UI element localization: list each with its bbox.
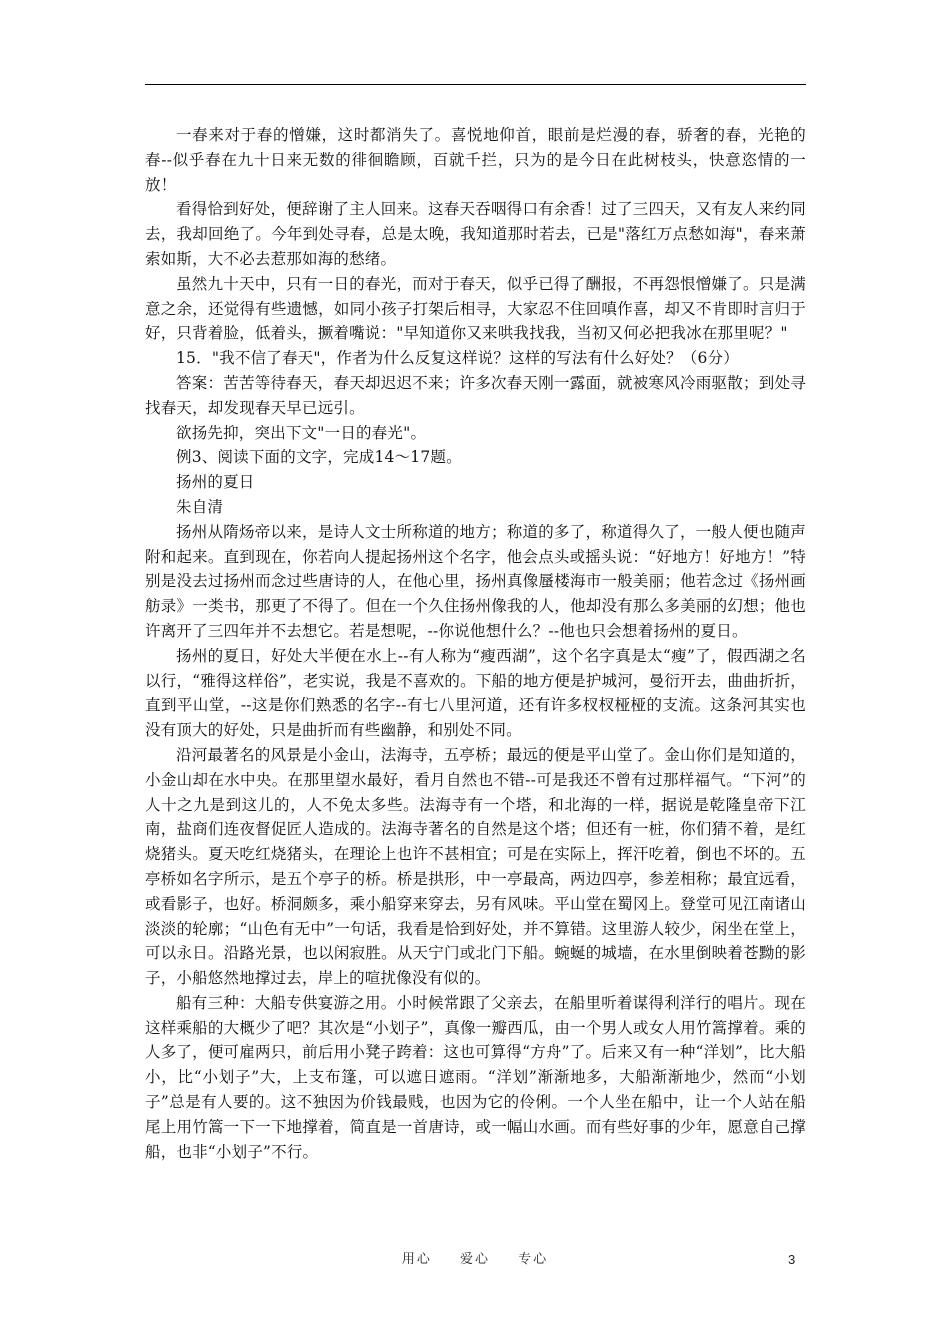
page-footer xyxy=(0,1250,950,1270)
paragraph-yangzhou-scenery: 沿河最著名的风景是小金山，法海寺，五亭桥；最远的便是平山堂了。金山你们是知道的，小金山却在水中央。在那里望水最好，看月自然也不错--可是我还不曾有过那样福气。“下河”的人十之九是到这儿的，人不免太多些。法海寺有一个塔，和北海的一样，据说是乾隆皇帝下江南，盐商们连夜督促匠人造成的。法海寺著名的自然是这个塔；但还有一桩，你们猜不着，是红烧猪头。夏天吃红烧猪头，在理论上也许不甚相宜；可是在实际上，挥汗吃着，倒也不坏的。五亭桥如名字所示，是五个亭子的桥。桥是拱形，中一亭最高，两边四亭，参差相称；最宜远看，或看影子，也好。桥洞颇多，乘小船穿来穿去，另有风味。平山堂在蜀冈上。登堂可见江南诸山淡淡的轮廓；“山色有无中”一句话，我看是恰到好处，并不算错。这里游人较少，闲坐在堂上，可以永日。沿路光景，也以闲寂胜。从天宁门或北门下船。蜿蜒的城墙，在水里倒映着苍黝的影子，小船悠然地撑过去，岸上的喧扰像没有似的。 xyxy=(145,745,806,988)
footer-motto: 用心 爱心 专心 xyxy=(401,1252,549,1267)
answer-15-technique: 欲扬先抑，突出下文"一日的春光"。 xyxy=(176,423,427,442)
question-15: 15．"我不信了春天"，作者为什么反复这样说？这样的写法有什么好处？（6分） xyxy=(176,349,739,368)
article-title: 扬州的夏日 xyxy=(176,473,255,492)
article-author: 朱自清 xyxy=(176,497,224,516)
header-rule xyxy=(145,84,806,85)
paragraph-spring-return: 看得恰到好处，便辞谢了主人回来。这春天吞咽得口有余香！过了三四天，又有友人来约同去，我却回绝了。今年到处寻春，总是太晚，我知道那时若去，已是"落红万点愁如海"，春来萧索如斯，大不必去惹那如海的愁绪。 xyxy=(145,200,806,268)
paragraph-spring-joy: 一春来对于春的憎嫌，这时都消失了。喜悦地仰首，眼前是烂漫的春，骄奢的春，光艳的春--似乎春在九十日来无数的徘徊瞻顾，百就千拦，只为的是今日在此树枝头，快意恣情的一放！ xyxy=(145,126,806,194)
paragraph-spring-regret: 虽然九十天中，只有一日的春光，而对于春天，似乎已得了酬报，不再怨恨憎嫌了。只是满意之余，还觉得有些遗憾，如同小孩子打架后相寻，大家忍不住回嗔作喜，却又不肯即时言归于好，只背着脸，低着头，撅着嘴说："早知道你又来哄我找我，当初又何必把我冰在那里呢？" xyxy=(145,274,806,343)
paragraph-yangzhou-intro: 扬州从隋炀帝以来，是诗人文士所称道的地方；称道的多了，称道得久了，一般人便也随声附和起来。直到现在，你若向人提起扬州这个名字，他会点头或摇头说：“好地方！好地方！”特别是没去过扬州而念过些唐诗的人，在他心里，扬州真像蜃楼海市一般美丽；他若念过《扬州画舫录》一类书，那更了不得了。但在一个久住扬州像我的人，他却没有那么多美丽的幻想；他也许离开了三四年并不去想它。若是想呢，--你说他想什么？--他也只会想着扬州的夏日。 xyxy=(145,522,806,640)
page-number: 3 xyxy=(788,1252,796,1267)
example-3-instruction: 例3、阅读下面的文字，完成14～17题。 xyxy=(176,448,462,467)
paragraph-yangzhou-boats: 船有三种：大船专供宴游之用。小时候常跟了父亲去，在船里听着谋得利洋行的唱片。现在这样乘船的大概少了吧？其次是“小划子”，真像一瓣西瓜，由一个男人或女人用竹篙撑着。乘的人多了，便可雇两只，前后用小凳子跨着：这也可算得“方舟”了。后来又有一种“洋划”，比大船小，比“小划子”大，上支布篷，可以遮日遮雨。“洋划”渐渐地多，大船渐渐地少，然而“小划子”总是有人要的。这不独因为价钱最贱，也因为它的伶俐。一个人坐在船中，让一个人站在船尾上用竹篙一下一下地撑着，简直是一首唐诗，或一幅山水画。而有些好事的少年，愿意自己撑船，也非“小划子”不行。 xyxy=(145,993,806,1161)
answer-15: 答案：苦苦等待春天，春天却迟迟不来；许多次春天刚一露面，就被寒风冷雨驱散；到处寻找春天，却发现春天早已远引。 xyxy=(145,373,806,417)
page-body xyxy=(145,123,806,1164)
paragraph-yangzhou-water: 扬州的夏日，好处大半便在水上--有人称为“瘦西湖”，这个名字真是太“瘦”了，假西湖之名以行，“雅得这样俗”，老实说，我是不喜欢的。下船的地方便是护城河，曼衍开去，曲曲折折，直到平山堂，--这是你们熟悉的名字--有七八里河道，还有许多杈杈桠桠的支流。这条河其实也没有顶大的好处，只是曲折而有些幽静，和别处不同。 xyxy=(145,646,806,740)
